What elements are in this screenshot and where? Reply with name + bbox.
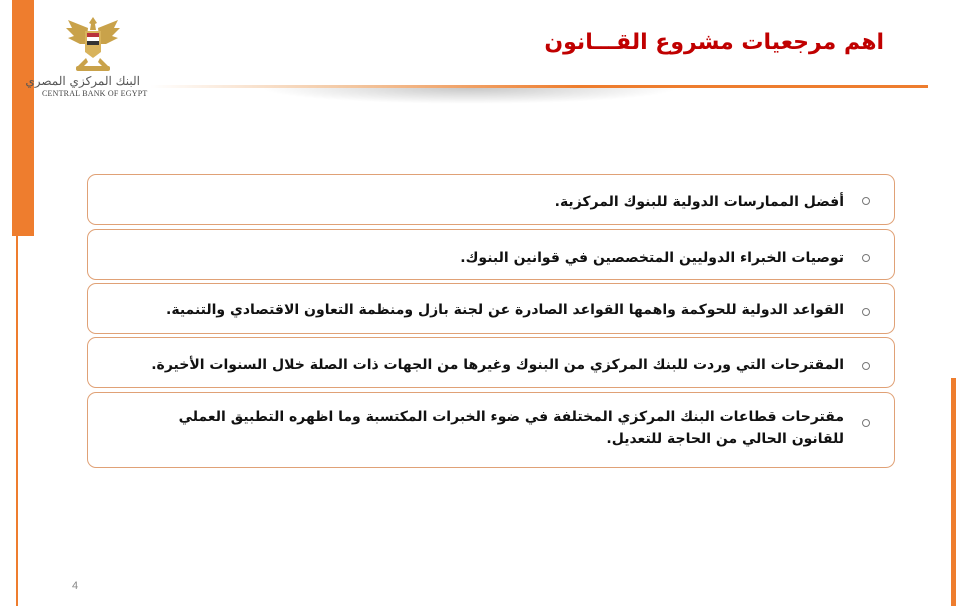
logo-english-text: CENTRAL BANK OF EGYPT xyxy=(42,89,148,98)
reference-item-box xyxy=(87,337,895,388)
reference-item-box xyxy=(87,229,895,280)
left-accent-line xyxy=(16,236,18,606)
reference-item-text: مقترحات قطاعات البنك المركزي المختلفة في ضوء الخبرات المكتسبة وما اظهره التطبيق العملي للقانون الحالي من الحاجة للتعديل. xyxy=(178,409,844,447)
logo-arabic-text: البنك المركزي المصري xyxy=(25,74,140,88)
right-accent-bar xyxy=(951,378,956,606)
circle-bullet-icon xyxy=(862,308,870,316)
central-bank-logo xyxy=(25,10,148,102)
circle-bullet-icon xyxy=(862,254,870,262)
reference-item-text: القواعد الدولية للحوكمة واهمها القواعد الصادرة عن لجنة بازل ومنظمة التعاون الاقتصادي والتنمية. xyxy=(166,302,844,318)
reference-item-text: المقترحات التي وردت للبنك المركزي من البنوك وغيرها من الجهات ذات الصلة خلال السنوات الأخيرة. xyxy=(151,357,844,373)
reference-item-text: توصيات الخبراء الدوليين المتخصصين في قوانين البنوك. xyxy=(460,250,844,266)
reference-item-box xyxy=(87,283,895,334)
circle-bullet-icon xyxy=(862,197,870,205)
reference-item-text: أفضل الممارسات الدولية للبنوك المركزية. xyxy=(554,194,844,210)
title-shadow xyxy=(260,88,680,104)
circle-bullet-icon xyxy=(862,362,870,370)
slide-title: اهم مرجعيات مشروع القـــانون xyxy=(544,30,884,55)
left-accent-bar xyxy=(12,0,34,236)
reference-item-box xyxy=(87,392,895,468)
circle-bullet-icon xyxy=(862,419,870,427)
eagle-emblem-icon xyxy=(64,14,122,74)
page-number: 4 xyxy=(72,580,79,592)
reference-item-box xyxy=(87,174,895,225)
